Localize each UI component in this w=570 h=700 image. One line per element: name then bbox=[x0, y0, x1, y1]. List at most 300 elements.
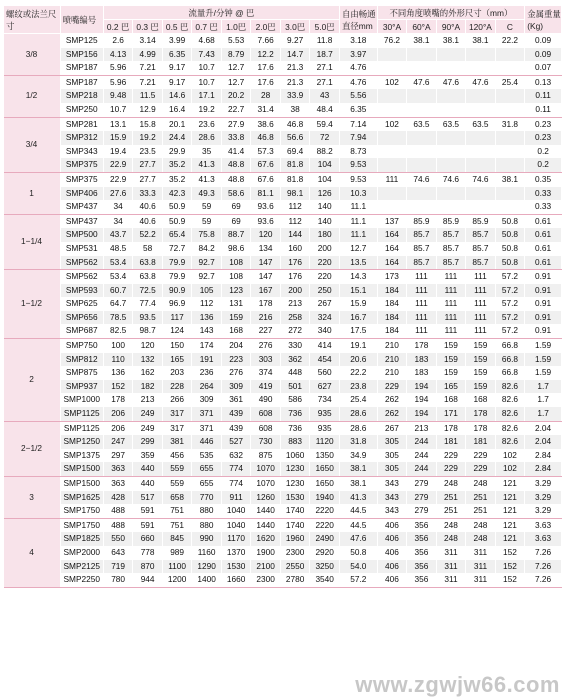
table-cell: 272 bbox=[280, 324, 310, 338]
table-cell: 47.6 bbox=[466, 75, 496, 89]
table-cell: 56.6 bbox=[280, 131, 310, 145]
table-cell: 1660 bbox=[221, 573, 251, 587]
table-cell: 736 bbox=[280, 407, 310, 421]
table-cell: 488 bbox=[103, 518, 133, 532]
table-cell: 85.7 bbox=[466, 242, 496, 256]
table-cell: 178 bbox=[466, 407, 496, 421]
table-cell: 0.2 bbox=[525, 158, 562, 172]
table-cell: 12.9 bbox=[133, 103, 163, 117]
table-cell: 121 bbox=[495, 491, 525, 505]
table-cell: 250 bbox=[310, 284, 340, 298]
table-cell bbox=[407, 89, 437, 103]
table-cell: 229 bbox=[436, 462, 466, 476]
table-cell: 82.6 bbox=[495, 407, 525, 421]
thread-size-cell: 4 bbox=[4, 518, 61, 587]
table-cell: 0.2 bbox=[525, 145, 562, 159]
table-cell: 85.9 bbox=[407, 214, 437, 228]
table-cell: 93.6 bbox=[251, 200, 281, 214]
table-cell: 49.3 bbox=[192, 187, 222, 201]
table-cell: 0.91 bbox=[525, 311, 562, 325]
table-cell: 251 bbox=[436, 504, 466, 518]
table-cell: 591 bbox=[133, 518, 163, 532]
table-row bbox=[4, 297, 562, 311]
table-row bbox=[4, 89, 562, 103]
table-cell: 248 bbox=[466, 532, 496, 546]
table-cell: 92.7 bbox=[192, 270, 222, 284]
table-cell: 144 bbox=[280, 228, 310, 242]
table-cell: 21.3 bbox=[280, 75, 310, 89]
table-cell: 845 bbox=[162, 532, 192, 546]
table-cell: 194 bbox=[407, 393, 437, 407]
table-cell: 2300 bbox=[280, 546, 310, 560]
table-cell: 454 bbox=[310, 353, 340, 367]
table-cell: 216 bbox=[251, 311, 281, 325]
table-cell: 0.09 bbox=[525, 34, 562, 48]
table-row bbox=[4, 242, 562, 256]
table-cell: 22.9 bbox=[103, 172, 133, 186]
table-cell bbox=[495, 131, 525, 145]
table-cell: 131 bbox=[221, 297, 251, 311]
table-cell: 19.2 bbox=[133, 131, 163, 145]
table-cell: 176 bbox=[280, 256, 310, 270]
table-cell: 41.3 bbox=[339, 491, 377, 505]
table-row bbox=[4, 421, 562, 435]
table-cell bbox=[466, 158, 496, 172]
table-cell: 0.23 bbox=[525, 131, 562, 145]
table-cell: 550 bbox=[103, 532, 133, 546]
table-cell: 25.4 bbox=[339, 393, 377, 407]
table-cell: 28.6 bbox=[192, 131, 222, 145]
table-cell: 11.5 bbox=[133, 89, 163, 103]
table-cell: 34 bbox=[103, 200, 133, 214]
table-cell: 371 bbox=[192, 421, 222, 435]
table-cell: 98.7 bbox=[133, 324, 163, 338]
nozzle-no-cell: SMP750 bbox=[60, 339, 103, 353]
table-cell: 2100 bbox=[251, 560, 281, 574]
table-cell: 58.6 bbox=[221, 187, 251, 201]
table-cell: 1230 bbox=[280, 462, 310, 476]
table-cell: 880 bbox=[192, 518, 222, 532]
table-cell: 85.9 bbox=[436, 214, 466, 228]
table-cell: 0.11 bbox=[525, 103, 562, 117]
table-cell: 178 bbox=[103, 393, 133, 407]
table-cell: 3.63 bbox=[525, 532, 562, 546]
header-pressure: 0.7 巴 bbox=[192, 20, 222, 34]
table-cell: 989 bbox=[162, 546, 192, 560]
table-cell: 12.7 bbox=[221, 61, 251, 75]
table-cell: 34 bbox=[103, 214, 133, 228]
table-cell: 1.59 bbox=[525, 353, 562, 367]
table-cell bbox=[466, 89, 496, 103]
table-cell: 535 bbox=[192, 449, 222, 463]
table-cell bbox=[495, 61, 525, 75]
table-cell: 309 bbox=[221, 380, 251, 394]
table-cell: 88.2 bbox=[310, 145, 340, 159]
table-cell: 43.7 bbox=[103, 228, 133, 242]
table-row bbox=[4, 131, 562, 145]
table-cell: 17.1 bbox=[192, 89, 222, 103]
nozzle-no-cell: SMP343 bbox=[60, 145, 103, 159]
table-cell: 76.2 bbox=[377, 34, 407, 48]
table-cell: 67.6 bbox=[251, 172, 281, 186]
table-row bbox=[4, 407, 562, 421]
table-cell: 111 bbox=[436, 324, 466, 338]
table-cell: 50.8 bbox=[495, 214, 525, 228]
table-cell: 162 bbox=[133, 366, 163, 380]
table-cell: 63.8 bbox=[133, 270, 163, 284]
table-cell: 57.2 bbox=[495, 311, 525, 325]
table-cell: 20.1 bbox=[162, 117, 192, 131]
table-cell: 159 bbox=[436, 353, 466, 367]
table-cell: 82.5 bbox=[103, 324, 133, 338]
nozzle-no-cell: SMP1125 bbox=[60, 407, 103, 421]
table-cell: 1100 bbox=[162, 560, 192, 574]
table-cell: 11.1 bbox=[339, 214, 377, 228]
table-cell: 267 bbox=[310, 297, 340, 311]
table-cell: 1900 bbox=[251, 546, 281, 560]
table-cell: 38.1 bbox=[407, 34, 437, 48]
table-cell: 108 bbox=[221, 256, 251, 270]
table-cell: 75.8 bbox=[192, 228, 222, 242]
table-cell: 137 bbox=[377, 214, 407, 228]
table-cell: 178 bbox=[436, 421, 466, 435]
table-cell: 176 bbox=[280, 270, 310, 284]
table-cell: 3.29 bbox=[525, 491, 562, 505]
table-cell bbox=[495, 145, 525, 159]
table-cell: 0.09 bbox=[525, 48, 562, 62]
nozzle-no-cell: SMP562 bbox=[60, 256, 103, 270]
table-cell: 181 bbox=[466, 435, 496, 449]
table-cell: 111 bbox=[466, 324, 496, 338]
table-row bbox=[4, 532, 562, 546]
table-cell: 448 bbox=[280, 366, 310, 380]
table-cell: 12.7 bbox=[221, 75, 251, 89]
table-cell bbox=[466, 131, 496, 145]
table-cell: 736 bbox=[280, 421, 310, 435]
table-cell: 0.91 bbox=[525, 270, 562, 284]
table-cell: 297 bbox=[103, 449, 133, 463]
table-cell: 66.8 bbox=[495, 339, 525, 353]
nozzle-no-cell: SMP625 bbox=[60, 297, 103, 311]
table-cell: 660 bbox=[133, 532, 163, 546]
table-cell: 244 bbox=[407, 435, 437, 449]
table-cell: 74.6 bbox=[466, 172, 496, 186]
table-cell: 102 bbox=[495, 462, 525, 476]
table-cell: 267 bbox=[377, 421, 407, 435]
table-cell: 19.4 bbox=[103, 145, 133, 159]
table-cell: 46.8 bbox=[280, 117, 310, 131]
nozzle-no-cell: SMP1625 bbox=[60, 491, 103, 505]
table-cell: 104 bbox=[310, 158, 340, 172]
table-cell: 10.3 bbox=[339, 187, 377, 201]
table-cell: 20.6 bbox=[339, 353, 377, 367]
table-cell: 944 bbox=[133, 573, 163, 587]
table-cell: 14.6 bbox=[162, 89, 192, 103]
table-cell: 15.8 bbox=[133, 117, 163, 131]
header-pressure: 3.0巴 bbox=[280, 20, 310, 34]
table-cell: 96.9 bbox=[162, 297, 192, 311]
table-cell: 1620 bbox=[251, 532, 281, 546]
table-cell: 57.2 bbox=[495, 297, 525, 311]
table-cell: 361 bbox=[221, 393, 251, 407]
table-cell: 7.21 bbox=[133, 75, 163, 89]
table-cell: 191 bbox=[192, 353, 222, 367]
table-cell: 8.79 bbox=[221, 48, 251, 62]
table-cell: 608 bbox=[251, 407, 281, 421]
table-cell: 203 bbox=[162, 366, 192, 380]
thread-size-cell: 3/4 bbox=[4, 117, 61, 172]
nozzle-no-cell: SMP312 bbox=[60, 131, 103, 145]
table-row bbox=[4, 172, 562, 186]
table-cell: 102 bbox=[377, 75, 407, 89]
table-cell bbox=[436, 200, 466, 214]
table-cell: 1290 bbox=[192, 560, 222, 574]
table-cell: 183 bbox=[407, 366, 437, 380]
table-cell: 1740 bbox=[280, 518, 310, 532]
table-cell: 249 bbox=[133, 407, 163, 421]
table-cell: 1040 bbox=[221, 518, 251, 532]
table-row bbox=[4, 284, 562, 298]
table-cell: 85.7 bbox=[466, 228, 496, 242]
nozzle-no-cell: SMP187 bbox=[60, 75, 103, 89]
table-cell: 1040 bbox=[221, 504, 251, 518]
table-cell: 1960 bbox=[280, 532, 310, 546]
table-cell: 40.6 bbox=[133, 214, 163, 228]
nozzle-no-cell: SMP2125 bbox=[60, 560, 103, 574]
table-cell: 356 bbox=[407, 546, 437, 560]
table-cell: 200 bbox=[310, 242, 340, 256]
table-cell: 658 bbox=[162, 491, 192, 505]
table-cell: 100 bbox=[103, 339, 133, 353]
table-cell: 15.9 bbox=[103, 131, 133, 145]
table-cell: 1230 bbox=[280, 477, 310, 491]
table-cell: 1.59 bbox=[525, 339, 562, 353]
table-cell: 53.4 bbox=[103, 256, 133, 270]
table-cell: 1060 bbox=[280, 449, 310, 463]
nozzle-no-cell: SMP1250 bbox=[60, 435, 103, 449]
table-cell: 121 bbox=[495, 477, 525, 491]
table-cell: 79.9 bbox=[162, 270, 192, 284]
table-cell: 229 bbox=[466, 449, 496, 463]
table-cell: 108 bbox=[221, 270, 251, 284]
table-cell: 1440 bbox=[251, 504, 281, 518]
watermark: www.zgwjw66.com bbox=[355, 672, 560, 697]
table-cell: 751 bbox=[162, 504, 192, 518]
table-cell: 85.7 bbox=[407, 242, 437, 256]
table-cell: 16.4 bbox=[162, 103, 192, 117]
table-cell: 38.6 bbox=[251, 117, 281, 131]
nozzle-no-cell: SMP531 bbox=[60, 242, 103, 256]
table-cell: 371 bbox=[192, 407, 222, 421]
table-cell: 12.7 bbox=[339, 242, 377, 256]
table-cell: 121 bbox=[495, 532, 525, 546]
table-row bbox=[4, 75, 562, 89]
table-cell: 72.5 bbox=[133, 284, 163, 298]
table-cell: 124 bbox=[162, 324, 192, 338]
table-cell: 38.1 bbox=[466, 34, 496, 48]
table-cell: 251 bbox=[466, 504, 496, 518]
table-cell: 136 bbox=[103, 366, 133, 380]
nozzle-no-cell: SMP250 bbox=[60, 103, 103, 117]
table-cell: 47.6 bbox=[339, 532, 377, 546]
table-cell: 440 bbox=[133, 462, 163, 476]
table-cell: 883 bbox=[280, 435, 310, 449]
table-cell: 0.91 bbox=[525, 324, 562, 338]
table-cell: 374 bbox=[251, 366, 281, 380]
table-cell: 751 bbox=[162, 518, 192, 532]
table-cell: 147 bbox=[251, 270, 281, 284]
table-cell bbox=[466, 48, 496, 62]
table-cell: 356 bbox=[407, 518, 437, 532]
table-cell: 0.23 bbox=[525, 117, 562, 131]
table-cell: 60.7 bbox=[103, 284, 133, 298]
table-cell: 194 bbox=[407, 407, 437, 421]
table-cell: 27.7 bbox=[133, 172, 163, 186]
table-cell: 167 bbox=[251, 284, 281, 298]
nozzle-no-cell: SMP375 bbox=[60, 172, 103, 186]
table-cell: 1940 bbox=[310, 491, 340, 505]
table-cell: 38.1 bbox=[436, 34, 466, 48]
nozzle-no-cell: SMP375 bbox=[60, 158, 103, 172]
nozzle-no-cell: SMP125 bbox=[60, 34, 103, 48]
table-cell: 311 bbox=[466, 560, 496, 574]
nozzle-no-cell: SMP1500 bbox=[60, 477, 103, 491]
table-cell: 82.6 bbox=[495, 435, 525, 449]
table-cell: 93.6 bbox=[251, 214, 281, 228]
table-cell: 210 bbox=[377, 366, 407, 380]
table-cell bbox=[407, 187, 437, 201]
table-cell: 11.1 bbox=[339, 228, 377, 242]
table-cell: 13.1 bbox=[103, 117, 133, 131]
table-cell: 12.2 bbox=[251, 48, 281, 62]
table-cell: 50.8 bbox=[495, 256, 525, 270]
table-cell: 643 bbox=[103, 546, 133, 560]
table-cell: 363 bbox=[103, 462, 133, 476]
table-cell bbox=[377, 48, 407, 62]
table-cell: 1530 bbox=[280, 491, 310, 505]
table-cell bbox=[377, 103, 407, 117]
table-row bbox=[4, 200, 562, 214]
table-cell: 59.4 bbox=[310, 117, 340, 131]
table-cell: 21.3 bbox=[280, 61, 310, 75]
table-cell: 3.63 bbox=[525, 518, 562, 532]
table-cell: 517 bbox=[133, 491, 163, 505]
header-pressure: 0.2 巴 bbox=[103, 20, 133, 34]
header-metal-weight: 金属重量(Kg) bbox=[525, 6, 562, 34]
table-cell: 3.99 bbox=[162, 34, 192, 48]
table-cell: 174 bbox=[192, 339, 222, 353]
table-cell: 27.9 bbox=[221, 117, 251, 131]
nozzle-no-cell: SMP406 bbox=[60, 187, 103, 201]
thread-size-cell: 1/2 bbox=[4, 75, 61, 117]
table-cell: 78.5 bbox=[103, 311, 133, 325]
table-cell: 47.6 bbox=[436, 75, 466, 89]
table-cell: 0.33 bbox=[525, 200, 562, 214]
table-cell: 0.13 bbox=[525, 75, 562, 89]
header-pressure: 2.0巴 bbox=[251, 20, 281, 34]
nozzle-no-cell: SMP1125 bbox=[60, 421, 103, 435]
table-cell: 778 bbox=[133, 546, 163, 560]
table-row bbox=[4, 518, 562, 532]
table-cell: 121 bbox=[495, 504, 525, 518]
table-cell: 340 bbox=[310, 324, 340, 338]
thread-size-cell: 1 bbox=[4, 172, 61, 214]
table-cell: 875 bbox=[251, 449, 281, 463]
table-cell: 182 bbox=[133, 380, 163, 394]
table-cell: 227 bbox=[251, 324, 281, 338]
table-cell bbox=[377, 200, 407, 214]
table-cell: 31.8 bbox=[339, 435, 377, 449]
table-cell: 251 bbox=[436, 491, 466, 505]
table-cell: 57.2 bbox=[495, 284, 525, 298]
table-cell: 23.6 bbox=[192, 117, 222, 131]
nozzle-spec-table bbox=[3, 5, 562, 588]
table-cell bbox=[436, 61, 466, 75]
table-cell: 7.26 bbox=[525, 546, 562, 560]
table-cell: 236 bbox=[192, 366, 222, 380]
nozzle-no-cell: SMP500 bbox=[60, 228, 103, 242]
table-cell: 3250 bbox=[310, 560, 340, 574]
table-cell bbox=[495, 158, 525, 172]
table-cell: 1160 bbox=[192, 546, 222, 560]
table-cell: 17.6 bbox=[251, 61, 281, 75]
thread-size-cell: 3/8 bbox=[4, 34, 61, 76]
header-nozzle-no: 喷嘴编号 bbox=[60, 6, 103, 34]
nozzle-no-cell: SMP1500 bbox=[60, 462, 103, 476]
table-cell: 439 bbox=[221, 421, 251, 435]
table-cell: 63.5 bbox=[436, 117, 466, 131]
table-cell: 183 bbox=[407, 353, 437, 367]
table-cell: 48.4 bbox=[310, 103, 340, 117]
table-cell: 88.7 bbox=[221, 228, 251, 242]
table-cell: 112 bbox=[280, 214, 310, 228]
table-cell: 1530 bbox=[221, 560, 251, 574]
table-cell: 0.35 bbox=[525, 172, 562, 186]
table-cell: 4.76 bbox=[339, 61, 377, 75]
table-cell: 0.33 bbox=[525, 187, 562, 201]
table-cell: 98.1 bbox=[280, 187, 310, 201]
table-cell: 244 bbox=[407, 449, 437, 463]
table-cell: 63.5 bbox=[407, 117, 437, 131]
table-cell: 85.9 bbox=[466, 214, 496, 228]
table-cell: 111 bbox=[466, 311, 496, 325]
table-cell: 22.9 bbox=[103, 158, 133, 172]
table-cell: 9.53 bbox=[339, 172, 377, 186]
table-cell: 69 bbox=[221, 200, 251, 214]
table-cell: 7.14 bbox=[339, 117, 377, 131]
table-row bbox=[4, 145, 562, 159]
table-cell: 160 bbox=[280, 242, 310, 256]
table-cell: 1.7 bbox=[525, 380, 562, 394]
table-cell bbox=[377, 131, 407, 145]
table-cell: 117 bbox=[162, 311, 192, 325]
table-cell: 111 bbox=[436, 270, 466, 284]
table-cell: 17.5 bbox=[339, 324, 377, 338]
table-cell: 935 bbox=[310, 407, 340, 421]
table-cell: 8.73 bbox=[339, 145, 377, 159]
table-cell: 27.1 bbox=[310, 75, 340, 89]
table-cell: 82.6 bbox=[495, 393, 525, 407]
table-cell: 200 bbox=[280, 284, 310, 298]
header-angle: C bbox=[495, 20, 525, 34]
table-cell: 5.96 bbox=[103, 75, 133, 89]
table-cell: 406 bbox=[377, 546, 407, 560]
table-cell bbox=[436, 89, 466, 103]
table-cell: 7.21 bbox=[133, 61, 163, 75]
table-cell: 15.1 bbox=[339, 284, 377, 298]
table-cell: 180 bbox=[310, 228, 340, 242]
table-cell: 111 bbox=[436, 311, 466, 325]
